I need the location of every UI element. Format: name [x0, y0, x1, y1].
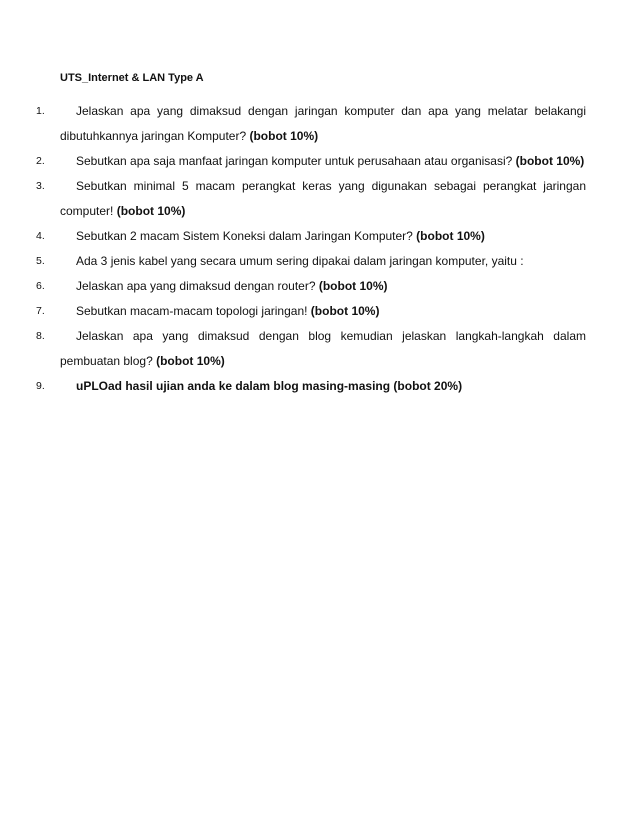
- question-weight: (bobot 10%): [249, 129, 319, 143]
- question-text: Jelaskan apa yang dimaksud dengan blog kemudian jelaskan langkah-langkah dalam pembuatan blog?: [60, 329, 586, 368]
- question-item: [0, 174, 638, 224]
- question-number: 4.: [36, 230, 45, 242]
- question-item: [0, 224, 638, 249]
- question-text: Sebutkan minimal 5 macam perangkat keras yang digunakan sebagai perangkat jaringan computer!: [60, 179, 586, 218]
- question-item: [0, 374, 638, 399]
- question-number: 6.: [36, 280, 45, 292]
- question-text: Ada 3 jenis kabel yang secara umum sering dipakai dalam jaringan komputer, yaitu :: [76, 254, 524, 268]
- question-weight: (bobot 10%): [310, 304, 380, 318]
- question-text: Sebutkan apa saja manfaat jaringan komputer untuk perusahaan atau organisasi?: [76, 154, 516, 168]
- question-number: 3.: [36, 180, 45, 192]
- question-item: [0, 274, 638, 299]
- question-text: uPLOad hasil ujian anda ke dalam blog masing-masing: [76, 379, 394, 393]
- question-item: [0, 324, 638, 374]
- question-text: Sebutkan 2 macam Sistem Koneksi dalam Jaringan Komputer?: [76, 229, 417, 243]
- question-weight: (bobot 20%): [393, 379, 463, 393]
- question-text-block: [60, 174, 586, 224]
- question-item: [0, 299, 638, 324]
- question-number: 9.: [36, 380, 45, 392]
- question-weight: (bobot 10%): [318, 279, 388, 293]
- question-text: Jelaskan apa yang dimaksud dengan jaringan komputer dan apa yang melatar belakangi dibutuhkannya jaringan Komputer?: [60, 104, 586, 143]
- question-weight: (bobot 10%): [116, 204, 186, 218]
- question-list: [0, 99, 638, 399]
- question-text: Jelaskan apa yang dimaksud dengan router?: [76, 279, 319, 293]
- question-item: [0, 149, 638, 174]
- question-text-block: [60, 299, 586, 324]
- question-text-block: [60, 224, 586, 249]
- question-number: 7.: [36, 305, 45, 317]
- question-number: 8.: [36, 330, 45, 342]
- question-number: 2.: [36, 155, 45, 167]
- question-text-block: [60, 99, 586, 149]
- document-title: UTS_Internet & LAN Type A: [60, 72, 204, 84]
- question-text-block: [60, 374, 586, 399]
- question-text-block: [60, 324, 586, 374]
- question-number: 1.: [36, 105, 45, 117]
- question-weight: (bobot 10%): [156, 354, 225, 368]
- question-item: [0, 99, 638, 149]
- question-text: Sebutkan macam-macam topologi jaringan!: [76, 304, 311, 318]
- question-weight: (bobot 10%): [515, 154, 585, 168]
- question-text-block: [60, 149, 586, 174]
- question-text-block: [60, 249, 586, 274]
- question-weight: (bobot 10%): [416, 229, 485, 243]
- question-text-block: [60, 274, 586, 299]
- question-number: 5.: [36, 255, 45, 267]
- question-item: [0, 249, 638, 274]
